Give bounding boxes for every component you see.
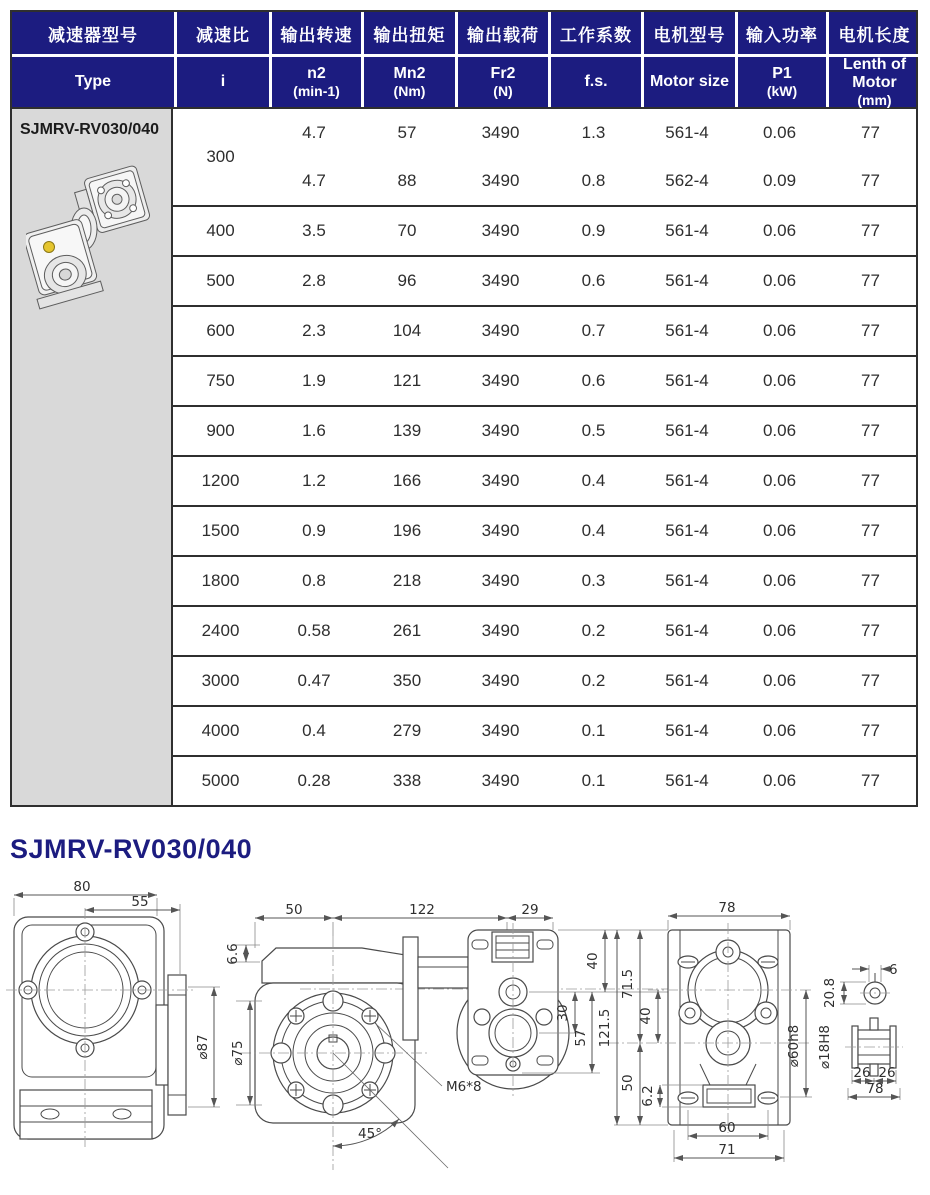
data-cell: 77 [861, 771, 880, 790]
header-en-main: f.s. [584, 72, 608, 90]
header-cn-0: 减速器型号 [12, 12, 177, 57]
spec-table [10, 10, 918, 807]
data-cell: 3490 [481, 321, 520, 340]
header-en-main: Motor size [649, 72, 730, 90]
ratio-group-1500 [173, 505, 916, 555]
dimension-drawing [0, 878, 930, 1195]
data-cell: 77 [861, 571, 880, 590]
data-cell: 77 [861, 421, 880, 440]
data-cell: 0.28 [297, 771, 331, 790]
data-cell: 0.06 [762, 771, 797, 790]
data-cell: 166 [392, 471, 422, 490]
data-cell: 0.06 [762, 123, 797, 142]
data-cell: 561-4 [665, 371, 709, 390]
data-cell: 338 [392, 771, 422, 790]
ratio-value: 3000 [201, 671, 240, 690]
ratio-group-400 [173, 205, 916, 255]
data-cell: 0.3 [581, 571, 606, 590]
data-cell: 0.06 [762, 371, 797, 390]
ratio-value: 1500 [201, 521, 240, 540]
type-column [12, 109, 173, 805]
data-cell: 3490 [481, 721, 520, 740]
data-cell: 4.7 [302, 123, 326, 142]
header-en-main: i [220, 72, 226, 90]
header-cn-4: 输出载荷 [458, 12, 551, 57]
shaft-detail-views [817, 962, 903, 1100]
dim-50-left: 50 [620, 1074, 636, 1092]
dim-29: 29 [521, 902, 539, 918]
data-cell: 0.7 [581, 321, 606, 340]
data-cell: 0.5 [581, 421, 606, 440]
front-view [6, 879, 220, 1150]
dim-6-6: 6.6 [225, 943, 241, 965]
header-en-main: Lenth of Motor [842, 55, 907, 91]
data-cell: 104 [392, 321, 422, 340]
header-en-3 [364, 57, 458, 107]
dim-75: ⌀75 [230, 1040, 246, 1066]
dim-57: 57 [573, 1029, 589, 1047]
data-cell: 3490 [481, 471, 520, 490]
dim-71-5: 71.5 [620, 968, 636, 1000]
data-cell: 96 [397, 271, 417, 290]
header-cn-6: 电机型号 [644, 12, 738, 57]
header-en-main: Type [74, 72, 112, 90]
dim-26b: 26 [878, 1065, 896, 1081]
data-cell: 3490 [481, 621, 520, 640]
data-cell: 0.6 [581, 271, 606, 290]
data-cell: 561-4 [665, 721, 709, 740]
ratio-group-1200 [173, 455, 916, 505]
header-cn-8: 电机长度 [829, 12, 920, 57]
dim-87: ⌀87 [195, 1034, 211, 1060]
header-en-2 [272, 57, 364, 107]
dim-18h8: ⌀18H8 [817, 1024, 833, 1070]
data-cell: 3490 [481, 421, 520, 440]
data-cell: 0.1 [581, 721, 606, 740]
data-cell: 0.58 [297, 621, 331, 640]
data-cell: 0.2 [581, 621, 606, 640]
ratio-group-300 [173, 109, 916, 205]
data-cell: 561-4 [665, 421, 709, 440]
ratio-group-5000 [173, 755, 916, 805]
gearbox-illustration [26, 151, 162, 331]
data-cell: 121 [392, 371, 422, 390]
data-cell: 561-4 [665, 571, 709, 590]
data-cell: 561-4 [665, 521, 709, 540]
header-en-main: n2 [307, 64, 326, 82]
data-cell: 0.06 [762, 471, 797, 490]
data-cell: 0.6 [581, 371, 606, 390]
section-title: SJMRV-RV030/040 [10, 834, 253, 864]
header-cn-7: 输入功率 [738, 12, 829, 57]
data-cell: 0.8 [581, 171, 606, 190]
data-cell: 561-4 [665, 471, 709, 490]
ratio-group-600 [173, 305, 916, 355]
header-en-7 [738, 57, 829, 107]
data-cell: 70 [397, 221, 417, 240]
data-cell: 1.2 [302, 471, 326, 490]
data-cell: 0.1 [581, 771, 606, 790]
dim-30: 30 [555, 1004, 571, 1022]
data-cell: 561-4 [665, 123, 709, 142]
data-cell: 0.8 [302, 571, 326, 590]
dim-45deg: 45° [358, 1126, 382, 1142]
data-cell: 0.9 [302, 521, 326, 540]
header-en-sub: (Nm) [393, 83, 426, 100]
data-cell: 0.06 [762, 521, 797, 540]
data-cell: 3490 [481, 123, 520, 142]
data-cell: 0.4 [302, 721, 326, 740]
table-header-cn [12, 12, 916, 57]
data-cell: 3490 [481, 171, 520, 190]
data-cell: 261 [392, 621, 422, 640]
data-cell: 77 [861, 171, 880, 190]
data-cell: 279 [392, 721, 422, 740]
data-cell: 0.2 [581, 671, 606, 690]
data-cell: 561-4 [665, 271, 709, 290]
dim-20-8: 20.8 [822, 977, 838, 1009]
data-cell: 3490 [481, 221, 520, 240]
header-cn-2: 输出转速 [272, 12, 364, 57]
dim-121-5: 121.5 [597, 1008, 613, 1048]
data-cell: 0.47 [297, 671, 331, 690]
bottom-view [597, 900, 812, 1162]
dim-6-2: 6.2 [640, 1085, 656, 1107]
ratio-group-1800 [173, 555, 916, 605]
dim-60: 60 [718, 1120, 736, 1136]
header-en-sub: (min-1) [293, 83, 340, 100]
dim-60h8: ⌀60h8 [786, 1024, 802, 1068]
data-cell: 562-4 [665, 171, 709, 190]
yellow-plug [44, 242, 55, 253]
data-cell: 77 [861, 721, 880, 740]
data-cell: 350 [392, 671, 422, 690]
type-model-label: SJMRV-RV030/040 [20, 121, 160, 138]
data-cell: 77 [861, 321, 880, 340]
data-cell: 77 [861, 521, 880, 540]
data-cell: 3490 [481, 371, 520, 390]
data-cell: 3490 [481, 771, 520, 790]
ratio-group-900 [173, 405, 916, 455]
ratio-group-750 [173, 355, 916, 405]
dim-40-rear: 40 [585, 952, 601, 970]
data-cell: 0.9 [581, 221, 606, 240]
data-cell: 218 [392, 571, 422, 590]
header-en-main: Fr2 [490, 64, 516, 82]
data-cell: 4.7 [302, 171, 326, 190]
data-cell: 0.06 [762, 671, 797, 690]
header-en-5 [551, 57, 644, 107]
data-cell: 0.4 [581, 471, 606, 490]
ratio-group-3000 [173, 655, 916, 705]
data-cell: 77 [861, 221, 880, 240]
header-en-0 [12, 57, 177, 107]
ratio-value: 4000 [201, 721, 240, 740]
data-cell: 1.9 [302, 371, 326, 390]
data-cell: 77 [861, 371, 880, 390]
ratio-value: 750 [206, 371, 235, 390]
data-cell: 3490 [481, 571, 520, 590]
dim-40-bottom: 40 [638, 1007, 654, 1025]
data-cell: 0.4 [581, 521, 606, 540]
header-en-sub: (mm) [857, 92, 892, 109]
ratio-value: 300 [206, 147, 235, 166]
header-en-6 [644, 57, 738, 107]
ratio-value: 2400 [201, 621, 240, 640]
data-cell: 77 [861, 271, 880, 290]
dim-80: 80 [73, 879, 91, 895]
table-header-en [12, 57, 916, 109]
ratio-group-500 [173, 255, 916, 305]
data-cell: 1.6 [302, 421, 326, 440]
dim-78-shaft: 78 [866, 1081, 884, 1097]
header-en-main: P1 [772, 64, 792, 82]
header-en-sub: (kW) [766, 83, 798, 100]
header-en-4 [458, 57, 551, 107]
header-en-main: Mn2 [393, 64, 426, 82]
data-cell: 77 [861, 471, 880, 490]
ratio-value: 400 [206, 221, 235, 240]
dim-55: 55 [131, 894, 149, 910]
data-cell: 561-4 [665, 321, 709, 340]
data-cell: 139 [392, 421, 422, 440]
rear-view [403, 923, 668, 1096]
data-cell: 0.06 [762, 421, 797, 440]
data-cell: 3490 [481, 671, 520, 690]
dim-50: 50 [285, 902, 303, 918]
table-body [12, 109, 916, 805]
data-cell: 196 [392, 521, 422, 540]
data-cell: 3490 [481, 271, 520, 290]
data-cell: 0.06 [762, 571, 797, 590]
data-cell: 77 [861, 621, 880, 640]
ratio-value: 600 [206, 321, 235, 340]
data-cell: 57 [397, 123, 417, 142]
ratio-group-2400 [173, 605, 916, 655]
header-en-sub: (N) [493, 83, 513, 100]
data-cell: 77 [861, 123, 880, 142]
data-cell: 0.09 [762, 171, 797, 190]
ratio-value: 900 [206, 421, 235, 440]
ratio-value: 5000 [201, 771, 240, 790]
ratio-value: 500 [206, 271, 235, 290]
table-body-groups [173, 109, 916, 805]
data-cell: 2.3 [302, 321, 326, 340]
dim-78-top: 78 [718, 900, 736, 916]
dim-71: 71 [718, 1142, 736, 1158]
dim-m6x8: M6*8 [446, 1079, 482, 1095]
data-cell: 0.06 [762, 271, 797, 290]
header-cn-1: 减速比 [177, 12, 272, 57]
data-cell: 561-4 [665, 621, 709, 640]
data-cell: 561-4 [665, 671, 709, 690]
data-cell: 3490 [481, 521, 520, 540]
ratio-group-4000 [173, 705, 916, 755]
data-cell: 0.06 [762, 321, 797, 340]
ratio-value: 1200 [201, 471, 240, 490]
data-cell: 77 [861, 671, 880, 690]
data-cell: 88 [397, 171, 417, 190]
header-cn-3: 输出扭矩 [364, 12, 458, 57]
data-cell: 3.5 [302, 221, 326, 240]
header-en-1 [177, 57, 272, 107]
ratio-value: 1800 [201, 571, 240, 590]
dim-122: 122 [409, 902, 435, 918]
data-cell: 0.06 [762, 721, 797, 740]
header-cn-5: 工作系数 [551, 12, 644, 57]
header-en-8 [829, 57, 920, 107]
data-cell: 2.8 [302, 271, 326, 290]
data-cell: 1.3 [581, 123, 606, 142]
data-cell: 561-4 [665, 771, 709, 790]
data-cell: 0.06 [762, 221, 797, 240]
data-cell: 561-4 [665, 221, 709, 240]
data-cell: 0.06 [762, 621, 797, 640]
dim-26a: 26 [853, 1065, 871, 1081]
dim-6: 6 [889, 962, 898, 978]
